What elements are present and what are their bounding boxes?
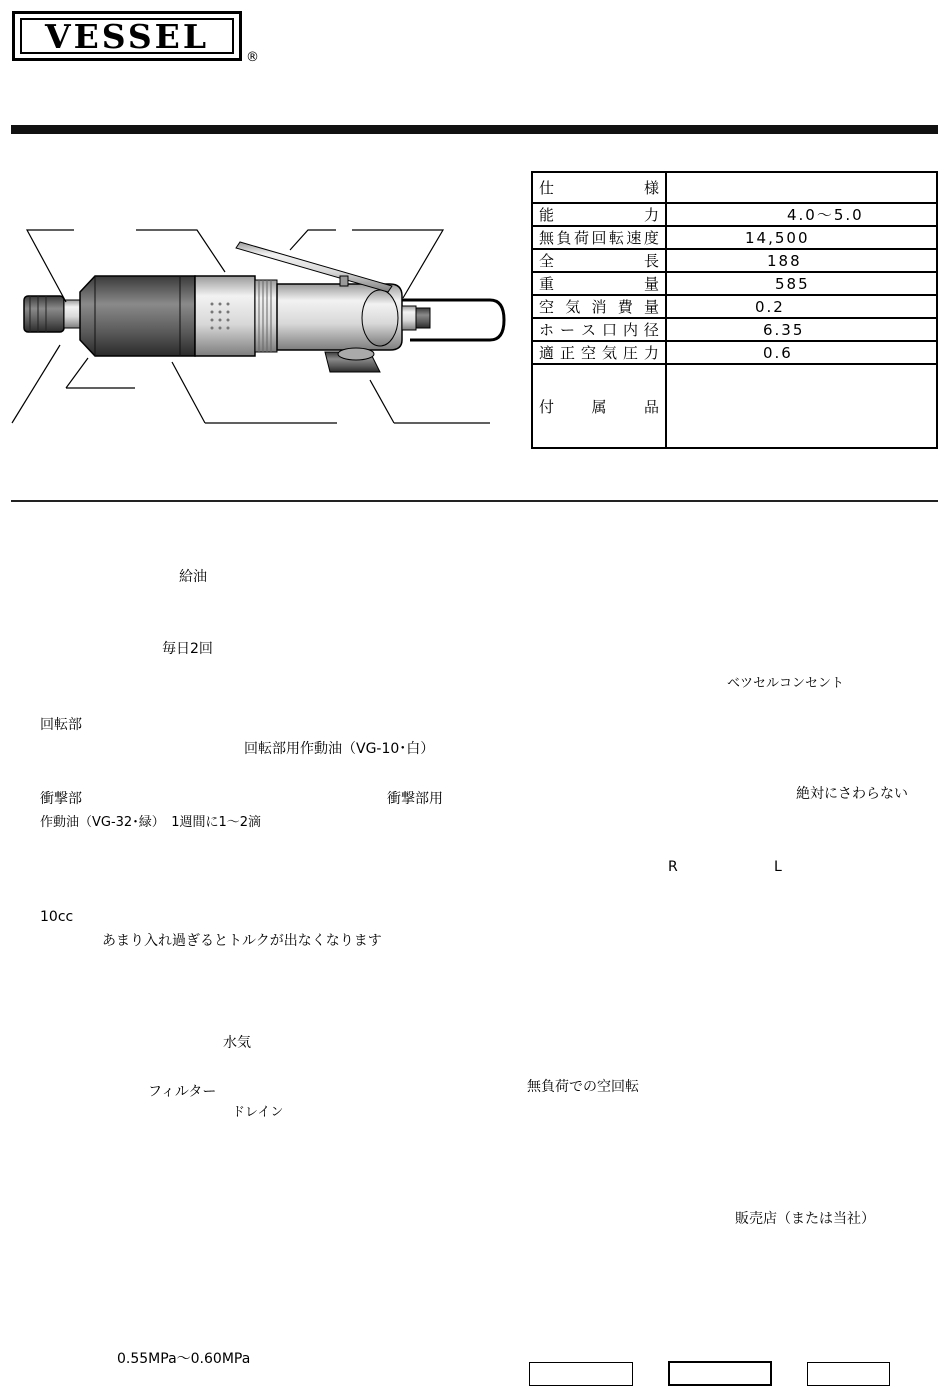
- spec-label-char: 費: [617, 298, 633, 316]
- spec-label-char: 気: [601, 344, 617, 362]
- spec-label-chars: [539, 319, 659, 340]
- spec-label: [532, 295, 666, 318]
- text-outlet: ベツセルコンセント: [727, 676, 845, 691]
- spec-label-char: 適: [539, 344, 555, 362]
- spec-label: [532, 203, 666, 226]
- spec-label: [532, 318, 666, 341]
- spec-value: 188: [666, 249, 937, 272]
- text-shogekibu-yo: 衝撃部用: [387, 791, 443, 807]
- spec-label-char: 内: [622, 321, 638, 339]
- spec-header-value: [666, 172, 937, 203]
- vessel-logo: [12, 11, 242, 61]
- spec-label-char: 圧: [622, 344, 638, 362]
- spec-row: [532, 226, 937, 249]
- spec-label-char: 能: [539, 206, 555, 224]
- spec-value: 585: [666, 272, 937, 295]
- spec-label-char: 空: [539, 298, 555, 316]
- spec-label-chars: [539, 396, 659, 417]
- spec-label-char: 重: [539, 275, 555, 293]
- spec-label-char: 速: [626, 229, 642, 247]
- text-mainichi: 毎日2回: [162, 641, 213, 657]
- text-warning: あまり入れ過ぎるとトルクが出なくなります: [102, 933, 382, 949]
- spec-row: [532, 272, 937, 295]
- spec-label-char: 量: [643, 275, 659, 293]
- spec-label-chars: [539, 342, 659, 363]
- spec-row: [532, 318, 937, 341]
- spec-label-char: 径: [643, 321, 659, 339]
- spec-label-chars: [539, 227, 659, 248]
- spec-label-chars: [539, 204, 659, 225]
- text-dealer: 販売店（または当社）: [735, 1211, 875, 1227]
- spec-label: [532, 364, 666, 448]
- spec-label: [532, 249, 666, 272]
- text-suiki: 水気: [223, 1035, 251, 1051]
- spec-label-char: ー: [559, 321, 575, 339]
- spec-label: [532, 272, 666, 295]
- spec-label-chars: [539, 177, 659, 198]
- air-screwdriver-illustration: [0, 210, 520, 440]
- spec-row: [532, 364, 937, 448]
- header-bar: [11, 125, 938, 134]
- spec-header-row: [532, 172, 937, 203]
- spec-label-char: 消: [591, 298, 607, 316]
- spec-label-char: 力: [643, 344, 659, 362]
- blank-field-box: [807, 1362, 890, 1386]
- spec-label-char: ホ: [539, 321, 555, 339]
- spec-label-chars: [539, 273, 659, 294]
- text-filter: フィルター: [148, 1084, 217, 1100]
- text-amount: 10cc: [40, 909, 74, 925]
- text-shogekibu: 衝撃部: [40, 791, 82, 807]
- spec-label-char: 力: [643, 206, 659, 224]
- section-divider: [11, 500, 938, 502]
- spec-row: [532, 295, 937, 318]
- spec-label-char: 正: [559, 344, 575, 362]
- text-r: R: [668, 859, 678, 875]
- spec-value: 0.6: [666, 341, 937, 364]
- registered-mark: ®: [246, 50, 259, 65]
- spec-label-char: 回: [591, 229, 607, 247]
- text-kaitenbu-oil: 回転部用作動油（VG-10･白）: [244, 741, 435, 757]
- text-idle: 無負荷での空回転: [527, 1079, 639, 1095]
- spec-label-char: 度: [643, 229, 659, 247]
- spec-label-char: 付: [539, 397, 555, 416]
- text-kyuyu: 給油: [179, 569, 207, 585]
- text-no-touch: 絶対にさわらない: [796, 786, 908, 802]
- spec-value: [666, 364, 937, 448]
- spec-label-char: 口: [601, 321, 617, 339]
- blank-field-box: [668, 1361, 772, 1386]
- spec-value: 0.2: [666, 295, 937, 318]
- spec-row: [532, 203, 937, 226]
- spec-label-char: 無: [539, 229, 555, 247]
- spec-table: [531, 171, 938, 449]
- spec-label-char: 空: [580, 344, 596, 362]
- spec-label-char: ス: [580, 321, 596, 339]
- text-l: L: [774, 859, 782, 875]
- spec-value: 6.35: [666, 318, 937, 341]
- spec-row: [532, 341, 937, 364]
- text-kaitenbu: 回転部: [40, 717, 82, 733]
- blank-field-box: [529, 1362, 633, 1386]
- spec-value: 4.0～5.0: [666, 203, 937, 226]
- text-pressure: 0.55MPa～0.60MPa: [117, 1351, 251, 1367]
- spec-label-char: 量: [643, 298, 659, 316]
- text-drain: ドレイン: [232, 1105, 284, 1120]
- spec-label-char: 全: [539, 252, 555, 270]
- spec-label-char: 転: [608, 229, 624, 247]
- spec-value: 14,500: [666, 226, 937, 249]
- spec-label-chars: [539, 296, 659, 317]
- spec-label-char: 荷: [573, 229, 589, 247]
- spec-label-char: 属: [591, 397, 607, 416]
- spec-label-char: 負: [556, 229, 572, 247]
- logo-text: VESSEL: [20, 18, 234, 54]
- spec-row: [532, 249, 937, 272]
- spec-label-char: 仕: [539, 179, 555, 197]
- spec-label: [532, 341, 666, 364]
- spec-label: [532, 226, 666, 249]
- spec-label-char: 長: [643, 252, 659, 270]
- spec-label-char: 品: [643, 397, 659, 416]
- spec-label-chars: [539, 250, 659, 271]
- spec-label-char: 気: [565, 298, 581, 316]
- text-shogeki-oil: 作動油（VG-32･緑） 1週間に1～2滴: [40, 815, 262, 830]
- spec-label-char: 様: [643, 179, 659, 197]
